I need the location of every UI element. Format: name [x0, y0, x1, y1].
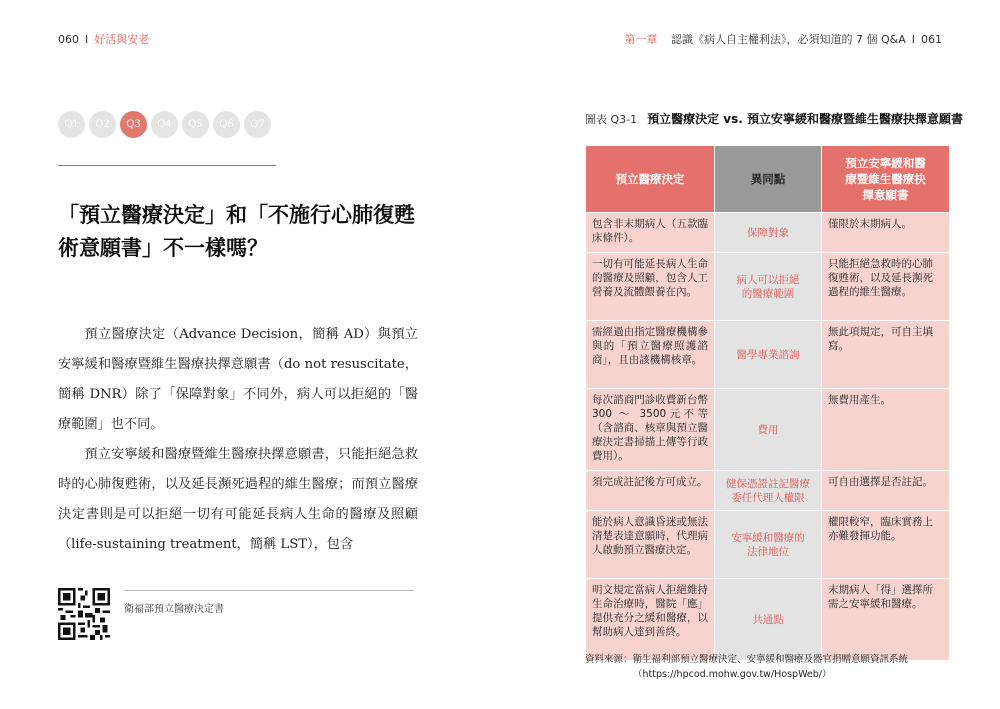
question-nav — [58, 111, 271, 138]
chapter-title: 認識《病人自主權利法》，必須知道的 7 個 Q&A — [671, 33, 906, 46]
source-url: （https://hpcod.mohw.gov.tw/HospWeb/） — [633, 669, 832, 680]
cell-aspect: 共通點 — [715, 579, 822, 661]
q-dot: Q2 — [89, 111, 116, 138]
cell-aspect-text: 安寧緩和醫療的法律地位 — [731, 531, 805, 558]
q-dot: Q6 — [213, 111, 240, 138]
cell-ad: 一切有可能延長病人生命的醫療及照顧，包含人工營養及流體餵養在內。 — [586, 253, 715, 321]
book-title: 好活與安老 — [94, 33, 150, 46]
page-number-left: 060 — [58, 33, 79, 46]
q-dot: Q5 — [182, 111, 209, 138]
cell-ad: 包含非末期病人（五款臨床條件）。 — [586, 213, 715, 253]
table-row — [586, 213, 950, 253]
qr-divider — [124, 590, 414, 591]
table-header-row — [586, 146, 950, 213]
page-number-right: 061 — [921, 33, 942, 46]
table-row — [586, 579, 950, 661]
cell-aspect — [715, 253, 822, 321]
cell-aspect — [715, 471, 822, 511]
body-text — [58, 320, 418, 560]
table-row — [586, 321, 950, 389]
cell-aspect: 保障對象 — [715, 213, 822, 253]
cell-aspect: 醫學專業諮詢 — [715, 321, 822, 389]
q-dot: Q1 — [58, 111, 85, 138]
qr-code-icon — [58, 588, 110, 640]
source-note — [585, 652, 945, 682]
left-page-header — [58, 31, 149, 47]
title-rule — [58, 165, 276, 166]
title-line: 術意願書」不一樣嗎？ — [58, 235, 268, 260]
cell-dnr: 只能拒絕急救時的心肺復甦術，以及延長瀕死過程的維生醫療。 — [822, 253, 950, 321]
paragraph: 預立醫療決定（Advance Decision，簡稱 AD）與預立安寧緩和醫療暨維生醫療抉擇意願書（do not resuscitate，簡稱 DNR）除了「保障對象」不同外，病人可以拒絕的「醫療範圍」也不同。 — [58, 327, 418, 432]
cell-aspect — [715, 511, 822, 579]
q-dot: Q7 — [244, 111, 271, 138]
cell-dnr: 無費用產生。 — [822, 389, 950, 471]
cell-aspect-text: 病人可以拒絕的醫療範圍 — [736, 273, 800, 300]
header-separator: I — [911, 33, 915, 46]
cell-ad: 須完成註記後方可成立。 — [586, 471, 715, 511]
cell-dnr: 末期病人「得」選擇所需之安寧緩和醫療。 — [822, 579, 950, 661]
cell-ad: 需經過由指定醫療機構參與的「預立醫療照護諮商」，且由該機構核章。 — [586, 321, 715, 389]
figure-label: 圖表 Q3-1 — [585, 113, 638, 126]
cell-ad: 明文規定當病人拒絕維持生命治療時，醫院「應」提供充分之緩和醫療，以幫助病人達到善終。 — [586, 579, 715, 661]
header-dnr-text: 預立安寧緩和醫療暨維生醫療抉擇意願書 — [845, 156, 926, 202]
qr-caption: 衛福部預立醫療決定書 — [124, 604, 224, 615]
cell-ad: 能於病人意識昏迷或無法清楚表達意願時，代理病人啟動預立醫療決定。 — [586, 511, 715, 579]
section-title — [58, 198, 428, 264]
title-line: 「預立醫療決定」和「不施行心肺復甦 — [58, 202, 415, 227]
q-dot: Q4 — [151, 111, 178, 138]
comparison-table — [585, 145, 950, 661]
source-line: 資料來源：衛生福利部預立醫療決定、安寧緩和醫療及器官捐贈意願資訊系統 — [585, 654, 909, 665]
cell-dnr: 無此項規定，可自主填寫。 — [822, 321, 950, 389]
table-row — [586, 511, 950, 579]
figure-caption — [585, 110, 963, 127]
cell-dnr: 僅限於末期病人。 — [822, 213, 950, 253]
table-row — [586, 471, 950, 511]
cell-aspect: 費用 — [715, 389, 822, 471]
cell-dnr: 權限較窄，臨床實務上亦難發揮功能。 — [822, 511, 950, 579]
chapter-label: 第一章 — [624, 33, 658, 46]
right-page-header — [625, 31, 943, 47]
figure-title: 預立醫療決定 vs. 預立安寧緩和醫療暨維生醫療抉擇意願書 — [647, 112, 964, 126]
header-separator: I — [85, 33, 89, 46]
q-dot-active: Q3 — [120, 111, 147, 138]
table-row — [586, 389, 950, 471]
header-ad: 預立醫療決定 — [586, 146, 715, 213]
paragraph: 預立安寧緩和醫療暨維生醫療抉擇意願書，只能拒絕急救時的心肺復甦術，以及延長瀕死過程的維生醫療；而預立醫療決定書則是可以拒絕一切有可能延長病人生命的醫療及照顧（life-sustaining treatment，簡稱 LST），包含 — [58, 447, 418, 552]
table-row — [586, 253, 950, 321]
header-compare: 異同點 — [715, 146, 822, 213]
header-dnr — [822, 146, 950, 213]
cell-aspect-text: 健保憑證註記醫療委任代理人權限 — [726, 477, 810, 504]
cell-dnr: 可自由選擇是否註記。 — [822, 471, 950, 511]
cell-ad: 每次諮商門診收費新台幣300 ～ 3500元不等（含諮商、核章與預立醫療決定書掃描上傳等行政費用）。 — [586, 389, 715, 471]
